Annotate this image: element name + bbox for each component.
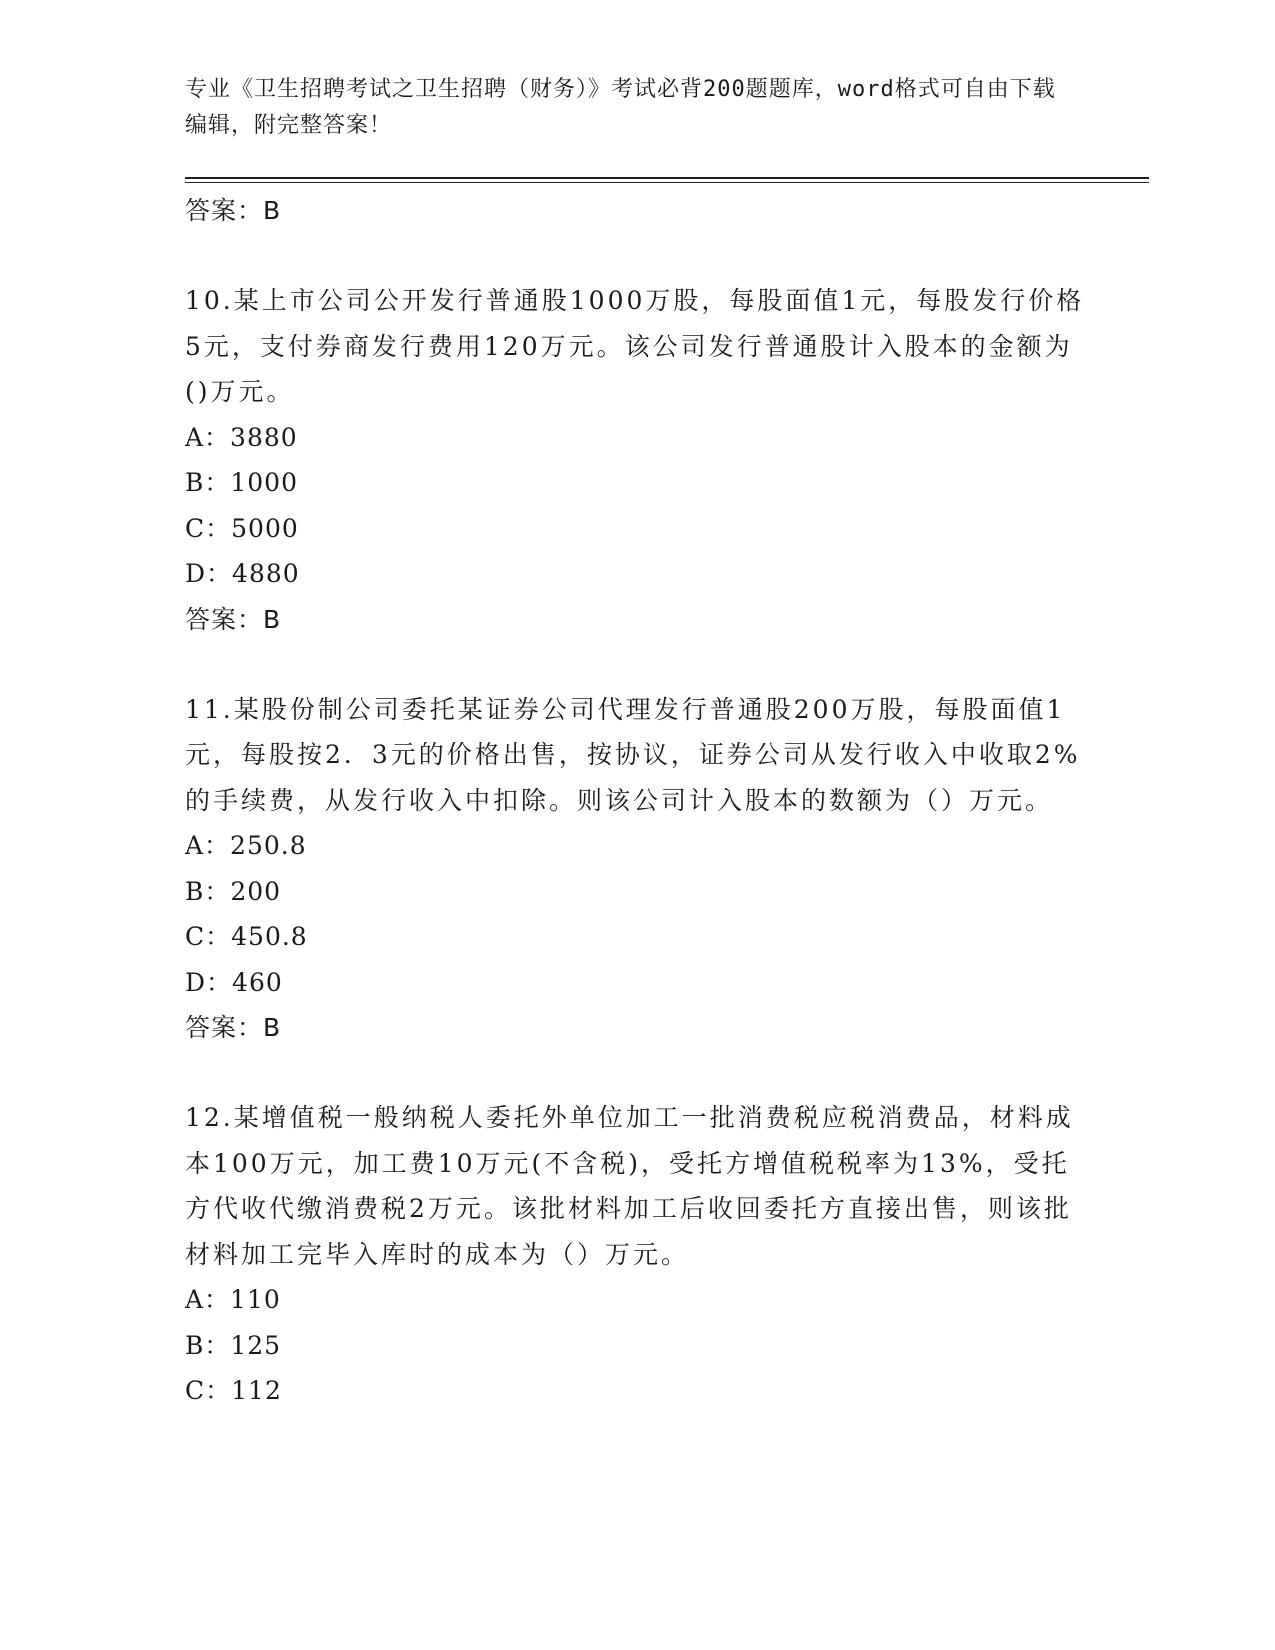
option-c: C：450.8 (185, 922, 308, 951)
option-c: C：112 (185, 1376, 282, 1405)
question-stem: 10.某上市公司公开发行普通股1000万股，每股面值1元，每股发行价格5元，支付券商发行费用120万元。该公司发行普通股计入股本的金额为()万元。 (185, 286, 1085, 406)
option-b: B：1000 (185, 468, 298, 497)
option-a: A：3880 (185, 422, 298, 452)
option-b: B：200 (185, 876, 282, 906)
header-divider-thin (185, 182, 1149, 183)
spacer (185, 643, 1085, 687)
option-b: B：125 (185, 1330, 282, 1360)
question-block-10 (185, 278, 1085, 643)
option-a: A：250.8 (185, 831, 307, 860)
document-header-intro: 专业《卫生招聘考试之卫生招聘（财务）》考试必背200题题库，word格式可自由下载编辑，附完整答案！ (185, 77, 1056, 138)
option-c: C：5000 (185, 513, 299, 543)
question-list (185, 188, 1085, 1414)
spacer (185, 234, 1085, 278)
question-stem: 11.某股份制公司委托某证券公司代理发行普通股200万股，每股面值1元，每股按2．3元的价格出售，按协议，证券公司从发行收入中收取2%的手续费，从发行收入中扣除。则该公司计入股本的数额为（）万元。 (185, 694, 1081, 815)
answer-line: 答案：B (185, 1013, 282, 1042)
question-block-12 (185, 1095, 1085, 1414)
option-d: D：460 (185, 967, 283, 997)
question-stem: 12.某增值税一般纳税人委托外单位加工一批消费税应税消费品，材料成本100万元，加工费10万元(不含税)，受托方增值税税率为13%，受托方代收代缴消费税2万元。该批材料加工后收回委托方直接出售，则该批材料加工完毕入库时的成本为（）万元。 (185, 1103, 1074, 1269)
option-a: A：110 (185, 1285, 281, 1314)
header-divider-thick (185, 177, 1149, 179)
spacer (185, 1051, 1085, 1095)
option-d: D：4880 (185, 559, 300, 588)
answer-line: 答案：B (185, 604, 282, 634)
question-block-11 (185, 687, 1085, 1052)
answer-line-previous: 答案：B (185, 196, 282, 225)
